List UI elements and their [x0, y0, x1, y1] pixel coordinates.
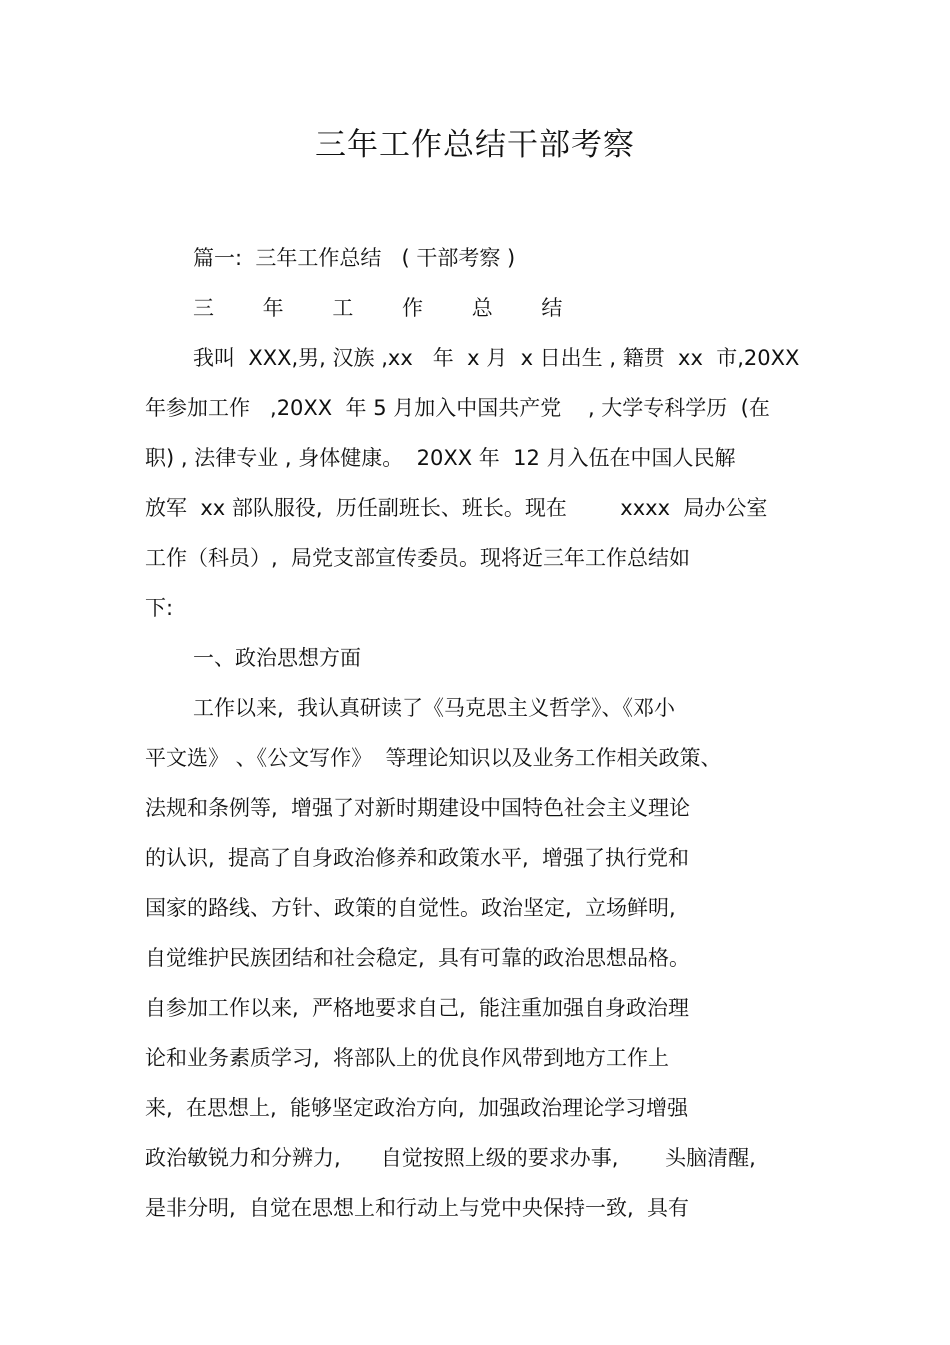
paragraph-line: 平文选》 、《公文写作》 等理论知识以及业务工作相关政策、 — [145, 746, 722, 770]
paragraph-line: 年参加工作 ,20XX 年 5 月加入中国共产党 , 大学专科学历 (在 — [145, 396, 770, 420]
paragraph-line: 职) , 法律专业 , 身体健康。 20XX 年 12 月入伍在中国人民解 — [145, 446, 736, 470]
paragraph-line: 自参加工作以来, 严格地要求自己, 能注重加强自身政治理 — [145, 996, 690, 1020]
paragraph-line: 政治敏锐力和分辨力, 自觉按照上级的要求办事, 头脑清醒, — [145, 1146, 756, 1170]
paragraph-line: 工作（科员）, 局党支部宣传委员。现将近三年工作总结如 — [145, 546, 691, 570]
document-title: 三年工作总结干部考察 — [315, 127, 635, 163]
paragraph-line: 论和业务素质学习, 将部队上的优良作风带到地方工作上 — [145, 1046, 670, 1070]
paragraph-line: 我叫 XXX,男, 汉族 ,xx 年 x 月 x 日出生 , 籍贯 xx 市,20XX — [193, 346, 800, 370]
paragraph-line: 自觉维护民族团结和社会稳定, 具有可靠的政治思想品格。 — [145, 946, 691, 970]
paragraph-line: 是非分明, 自觉在思想上和行动上与党中央保持一致, 具有 — [145, 1196, 690, 1220]
paragraph-line: 国家的路线、方针、政策的自觉性。政治坚定, 立场鲜明, — [145, 896, 676, 920]
paragraph-line: 的认识, 提高了自身政治修养和政策水平, 增强了执行党和 — [145, 846, 690, 870]
paragraph-line: 放军 xx 部队服役, 历任副班长、班长。现在 xxxx 局办公室 — [145, 496, 768, 520]
paragraph-line: 法规和条例等, 增强了对新时期建设中国特色社会主义理论 — [145, 796, 691, 820]
paragraph-line: 来, 在思想上, 能够坚定政治方向, 加强政治理论学习增强 — [145, 1096, 689, 1120]
paragraph-line: 下: — [145, 596, 174, 620]
paragraph-line: 工作以来, 我认真研读了《马克思主义哲学》、《邓小 — [193, 696, 676, 720]
subtitle: 三 年 工 作 总 结 — [193, 296, 584, 320]
section-heading-2: 一、政治思想方面 — [193, 646, 361, 670]
section-heading-1: 篇一: 三年工作总结 ( 干部考察 ) — [193, 246, 516, 270]
